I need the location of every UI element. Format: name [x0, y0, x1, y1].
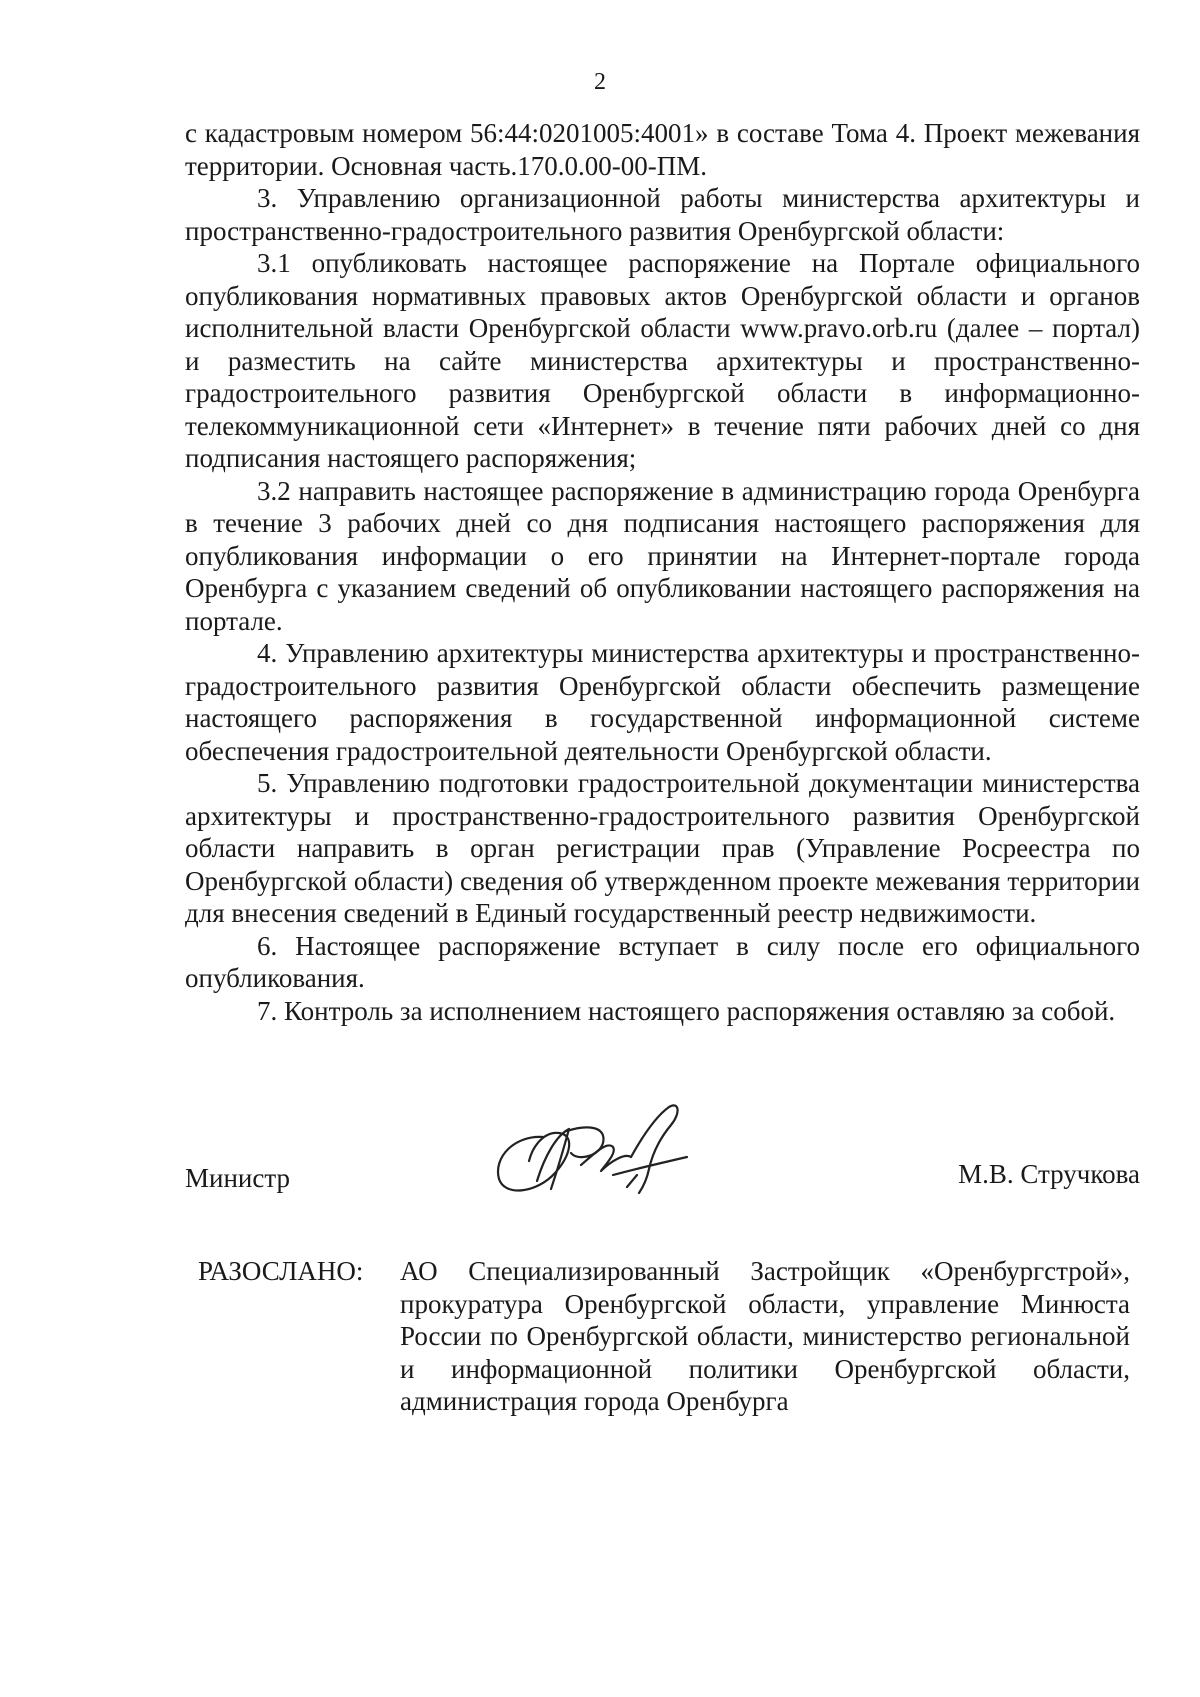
paragraph-item-3-1: 3.1 опубликовать настоящее распоряжение на Портале официального опубликования нормативных правовых актов Оренбургской области и органов исполнительной власти Оренбургской области www.pravo.orb.ru (далее – портал) и разместить на сайте министерства архитектуры и пространственно-градостроительного развития Оренбургской области в информационно-телекоммуникационной сети «Интернет» в течение пяти рабочих дней со дня подписания настоящего распоряжения; [185, 248, 1140, 473]
paragraph-item-3: 3. Управлению организационной работы министерства архитектуры и пространственно-градостроительного развития Оренбургской области: [185, 183, 1140, 246]
paragraph-item-3-2: 3.2 направить настоящее распоряжение в администрацию города Оренбурга в течение 3 рабочих дней со дня подписания настоящего распоряжения для опубликования информации о его принятии на Интернет-портале города Оренбурга с указанием сведений об опубликовании настоящего распоряжения на портале. [185, 475, 1140, 636]
page-number: 2 [594, 69, 606, 95]
signature-block [185, 1145, 1140, 1205]
paragraph-item-7: 7. Контроль за исполнением настоящего распоряжения оставляю за собой. [257, 995, 1116, 1026]
distribution-label: РАЗОСЛАНО: [198, 1256, 364, 1286]
distribution-recipients: АО Специализированный Застройщик «Оренбургстрой», прокуратура Оренбургской области, управление Минюста России по Оренбургской области, министерство региональной и информационной политики Оренбургской области, администрация города Оренбурга [400, 1256, 1130, 1416]
document-body [185, 117, 1140, 1027]
signatory-name: М.В. Стручкова [958, 1159, 1140, 1189]
paragraph-item-6: 6. Настоящее распоряжение вступает в силу после его официального опубликования. [185, 930, 1140, 993]
handwritten-signature [485, 1095, 715, 1205]
paragraph-continuation: с кадастровым номером 56:44:0201005:4001» в составе Тома 4. Проект межевания территории. Основная часть.170.0.00-00-ПМ. [185, 118, 1140, 181]
paragraph-item-5: 5. Управлению подготовки градостроительной документации министерства архитектуры и пространственно-градостроительного развития Оренбургской области направить в орган регистрации прав (Управление Росреестра по Оренбургской области) сведения об утвержденном проекте межевания территории для внесения сведений в Единый государственный реестр недвижимости. [185, 768, 1140, 928]
paragraph-item-4: 4. Управлению архитектуры министерства архитектуры и пространственно-градостроительного развития Оренбургской области обеспечить размещение настоящего распоряжения в государственной информационной системе обеспечения градостроительной деятельности Оренбургской области. [185, 638, 1140, 766]
signatory-title: Министр [185, 1163, 290, 1193]
